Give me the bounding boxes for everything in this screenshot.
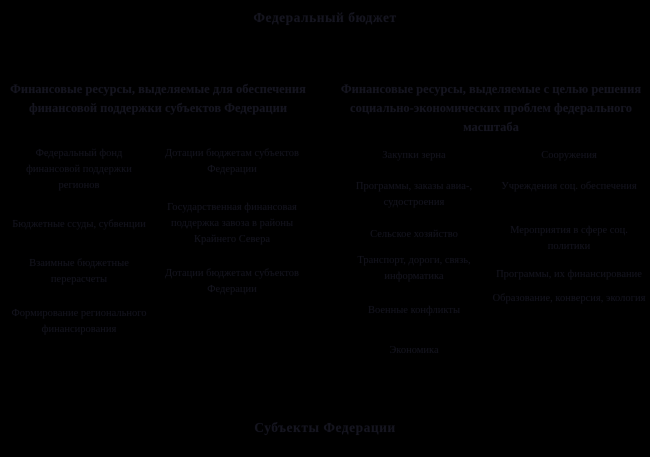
list-item: Закупки зерна: [382, 150, 446, 161]
list-item: Дотации бюджетам субъектов Федерации: [165, 268, 299, 295]
list-item: Учреждения соц. обеспечения: [501, 181, 637, 192]
list-item: Федеральный фонд финансовой поддержки регионов: [26, 148, 132, 191]
list-item: Взаимные бюджетные перерасчеты: [29, 258, 129, 285]
left-group-column-1: [8, 146, 150, 338]
list-item: Военные конфликты: [367, 305, 461, 316]
title-federation-subjects: Субъекты Федерации: [254, 420, 396, 435]
list-item: Сооружения: [541, 150, 597, 161]
right-group-column-1: [344, 148, 484, 359]
list-item: Программы, заказы авиа-, судостроения: [355, 181, 473, 208]
list-item: Экономика: [389, 345, 439, 356]
list-item: Государственная финансовая поддержка завоза в районы Крайнего Севера: [167, 202, 297, 245]
left-group-header: Финансовые ресурсы, выделяемые для обеспечения финансовой поддержки субъектов Федерации: [10, 82, 306, 115]
list-item: Мероприятия в сфере соц. политики: [510, 225, 628, 252]
right-group-column-2: [492, 148, 646, 307]
title-federal-budget: Федеральный бюджет: [253, 10, 397, 25]
list-item: Транспорт, дороги, связь, информатика: [357, 255, 471, 282]
list-item: Дотации бюджетам субъектов Федерации: [165, 148, 299, 175]
list-item: Образование, конверсия, экология: [492, 293, 646, 304]
list-item: Сельское хозяйство: [370, 229, 458, 240]
list-item: Бюджетные ссуды, субвенции: [12, 219, 146, 230]
left-group-column-2: [152, 146, 312, 298]
list-item: Программы, их финансирование: [496, 269, 642, 280]
list-item: Формирование регионального финансирования: [11, 308, 147, 335]
right-group-header: Финансовые ресурсы, выделяемые с целью решения социально-экономических проблем федерального масштаба: [340, 82, 642, 134]
